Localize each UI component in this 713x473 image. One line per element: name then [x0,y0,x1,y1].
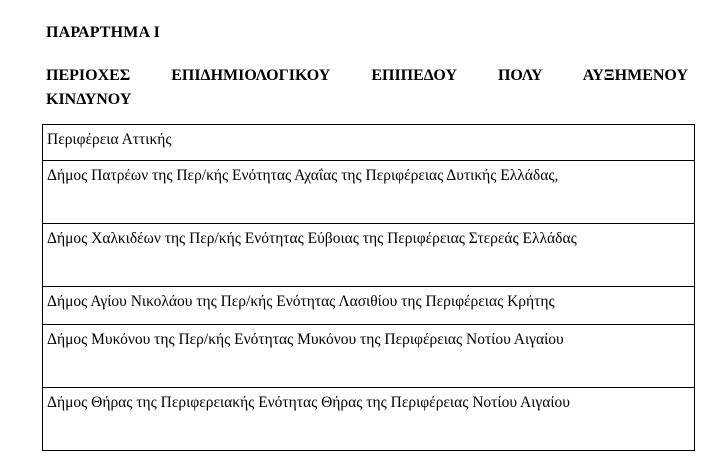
region-cell: Δήμος Μυκόνου της Περ/κής Ενότητας Μυκόνου της Περιφέρειας Νοτίου Αιγαίου [43,325,695,388]
section-title [46,64,688,112]
table-row [43,325,695,388]
region-cell: Δήμος Πατρέων της Περ/κής Ενότητας Αχαΐας της Περιφέρειας Δυτικής Ελλάδας, [43,161,695,224]
region-cell: Περιφέρεια Αττικής [43,125,695,161]
table-row [43,388,695,451]
annex-title: ΠΑΡΑΡΤΗΜΑ Ι [46,24,161,41]
region-cell: Δήμος Χαλκιδέων της Περ/κής Ενότητας Εύβοιας της Περιφέρειας Στερεάς Ελλάδας [43,224,695,287]
section-title-line2: ΚΙΝΔΥΝΟΥ [46,91,132,108]
table-row [43,161,695,224]
section-title-line1: ΠΕΡΙΟΧΕΣ ΕΠΙΔΗΜΙΟΛΟΓΙΚΟΥ ΕΠΙΠΕΔΟΥ ΠΟΛΥ ΑΥΞΗΜΕΝΟΥ [46,67,688,84]
table-row [43,125,695,161]
region-cell: Δήμος Θήρας της Περιφερειακής Ενότητας Θήρας της Περιφέρειας Νοτίου Αιγαίου [43,388,695,451]
table-row [43,224,695,287]
regions-table [42,124,695,451]
region-cell: Δήμος Αγίου Νικολάου της Περ/κής Ενότητας Λασιθίου της Περιφέρειας Κρήτης [43,287,695,325]
table-row [43,287,695,325]
